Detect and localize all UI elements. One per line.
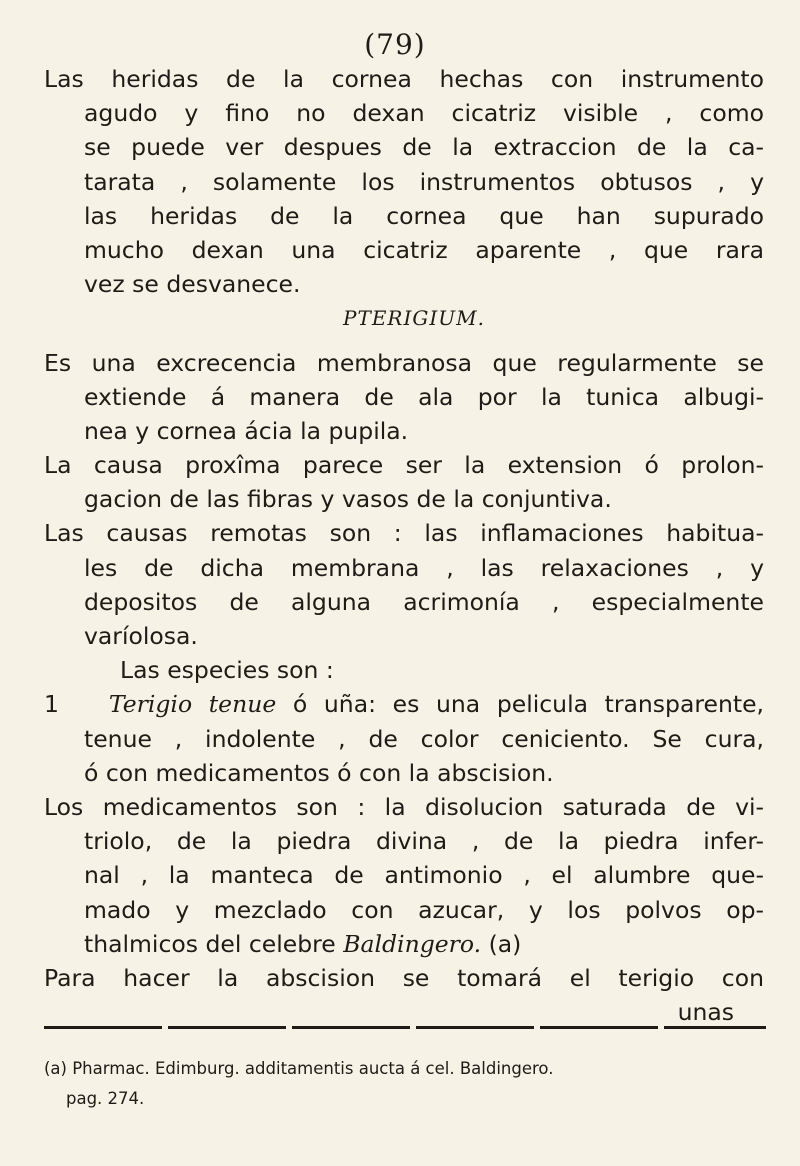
text-line: agudo y fino no dexan cicatriz visible , como bbox=[84, 99, 764, 128]
footnote-line: pag. 274. bbox=[66, 1089, 145, 1108]
footnote-divider bbox=[44, 1026, 766, 1029]
footnote bbox=[44, 1054, 774, 1114]
text-line: Las causas remotas son : las inflamaciones habitua- bbox=[44, 519, 764, 548]
text-line: mucho dexan una cicatriz aparente , que rara bbox=[84, 235, 764, 264]
text-line: tarata , solamente los instrumentos obtusos , y bbox=[84, 167, 764, 196]
text-line: triolo, de la piedra divina , de la piedra infer- bbox=[84, 827, 764, 856]
page-number: (79) bbox=[364, 28, 426, 61]
text-line: extiende á manera de ala por la tunica albugi- bbox=[84, 382, 764, 411]
species-line bbox=[44, 687, 764, 721]
species-description: ó uña: es una pelicula transparente, bbox=[276, 690, 765, 719]
text-line: depositos de alguna acrimonía , especialmente bbox=[84, 587, 764, 616]
footnote-marker: (a) bbox=[481, 929, 522, 958]
text-line: Para hacer la abscision se tomará el terigio con bbox=[44, 963, 764, 992]
species-name: Terigio tenue bbox=[108, 690, 277, 719]
text-line: vez se desvanece. bbox=[84, 270, 301, 299]
text-line: Las especies son : bbox=[120, 656, 334, 685]
text-line bbox=[44, 927, 764, 961]
text-line: gacion de las fibras y vasos de la conjuntiva. bbox=[84, 485, 612, 514]
text-line: nal , la manteca de antimonio , el alumbre que- bbox=[84, 861, 764, 890]
text-line: tenue , indolente , de color ceniciento. Se cura, bbox=[84, 724, 764, 753]
text-line: Es una excrecencia membranosa que regularmente se bbox=[44, 348, 764, 377]
text-line: nea y cornea ácia la pupila. bbox=[84, 416, 409, 445]
main-text bbox=[44, 62, 764, 1029]
section-heading: PTERIGIUM. bbox=[343, 306, 485, 331]
text-line: La causa proxîma parece ser la extension ó prolon- bbox=[44, 451, 764, 480]
text-line: mado y mezclado con azucar, y los polvos op- bbox=[84, 895, 764, 924]
text-line: las heridas de la cornea que han supurado bbox=[84, 201, 764, 230]
text-line: les de dicha membrana , las relaxaciones , y bbox=[84, 553, 764, 582]
text-fragment: thalmicos del celebre bbox=[84, 929, 336, 958]
text-line: varíolosa. bbox=[84, 622, 198, 650]
species-number: 1 bbox=[44, 690, 59, 719]
heading-spacer bbox=[44, 336, 764, 346]
text-line: ó con medicamentos ó con la abscision. bbox=[84, 758, 554, 787]
text-line: se puede ver despues de la extraccion de la ca- bbox=[84, 133, 764, 162]
text-line: Las heridas de la cornea hechas con instrumento bbox=[44, 65, 764, 93]
catchword: unas bbox=[677, 998, 734, 1027]
author-name: Baldingero. bbox=[343, 929, 482, 958]
text-line: Los medicamentos son : la disolucion saturada de vi- bbox=[44, 792, 764, 821]
footnote-line: (a) Pharmac. Edimburg. additamentis aucta á cel. Baldingero. bbox=[44, 1059, 554, 1078]
